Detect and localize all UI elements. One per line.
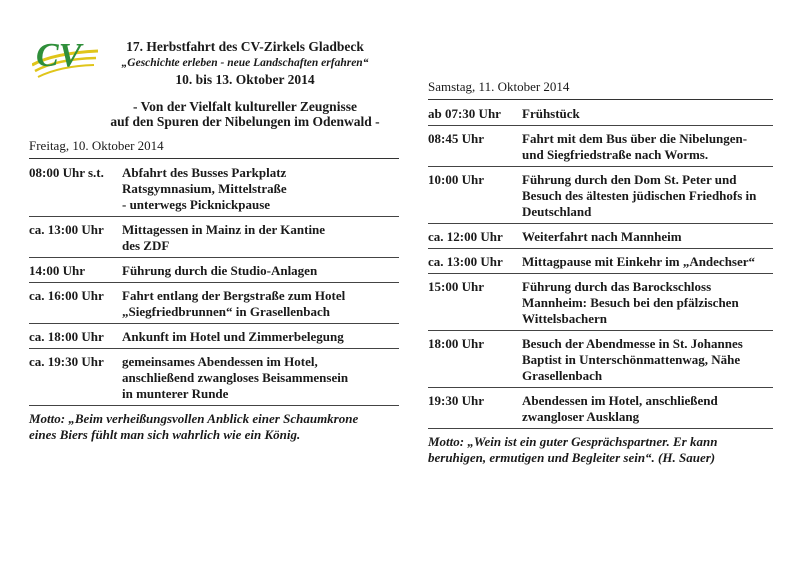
entry-time: 10:00 Uhr bbox=[428, 172, 484, 187]
event-title: 17. Herbstfahrt des CV-Zirkels Gladbeck bbox=[126, 39, 364, 54]
entry-text: Mannheim: Besuch bei den pfälzischen bbox=[522, 295, 739, 310]
entry-time: 08:00 Uhr s.t. bbox=[29, 165, 104, 180]
theme-line-1: - Von der Vielfalt kultureller Zeugnisse bbox=[133, 99, 357, 114]
divider bbox=[428, 223, 773, 224]
entry-time: 15:00 Uhr bbox=[428, 279, 484, 294]
motto-line: Motto: „Wein ist ein guter Gesprächspartner. Er kann bbox=[428, 434, 718, 449]
entry-text: Mittagpause mit Einkehr im „Andechser“ bbox=[522, 254, 756, 269]
entry-text: anschließend zwangloses Beisammensein bbox=[122, 370, 349, 385]
friday-schedule bbox=[29, 137, 399, 443]
saturday-schedule bbox=[428, 78, 773, 466]
schedule-entry bbox=[29, 288, 399, 320]
event-dates: 10. bis 13. Oktober 2014 bbox=[175, 72, 315, 87]
schedule-entry bbox=[428, 254, 773, 270]
entry-text: Führung durch die Studio-Anlagen bbox=[122, 263, 318, 278]
entry-time: ca. 19:30 Uhr bbox=[29, 354, 104, 369]
motto-line: Motto: „Beim verheißungsvollen Anblick einer Schaumkrone bbox=[29, 411, 359, 426]
entry-text: des ZDF bbox=[122, 238, 170, 253]
schedule-entry bbox=[428, 336, 773, 384]
entry-text: Baptist in Unterschönmattenwag, Nähe bbox=[522, 352, 741, 367]
friday-title: Freitag, 10. Oktober 2014 bbox=[29, 137, 399, 159]
schedule-entry bbox=[428, 131, 773, 163]
header bbox=[100, 39, 390, 89]
schedule-entry bbox=[29, 165, 399, 213]
entry-text: Mittagessen in Mainz in der Kantine bbox=[122, 222, 326, 237]
entry-time: ca. 16:00 Uhr bbox=[29, 288, 104, 303]
cv-logo bbox=[32, 38, 98, 78]
entry-text: Wittelsbachern bbox=[522, 311, 607, 326]
saturday-title: Samstag, 11. Oktober 2014 bbox=[428, 78, 773, 100]
entry-time: ca. 13:00 Uhr bbox=[428, 254, 503, 269]
schedule-entry bbox=[428, 172, 773, 220]
schedule-entry bbox=[29, 222, 399, 254]
divider bbox=[29, 216, 399, 217]
entry-time: ca. 12:00 Uhr bbox=[428, 229, 503, 244]
divider bbox=[428, 166, 773, 167]
schedule-entry bbox=[428, 279, 773, 327]
entry-text: Abendessen im Hotel, anschließend bbox=[522, 393, 718, 408]
entry-time: 18:00 Uhr bbox=[428, 336, 484, 351]
divider bbox=[428, 330, 773, 331]
entry-text: Führung durch den Dom St. Peter und bbox=[522, 172, 737, 187]
schedule-entry bbox=[29, 354, 399, 402]
entry-text: - unterwegs Picknickpause bbox=[122, 197, 271, 212]
entry-text: Führung durch das Barockschloss bbox=[522, 279, 712, 294]
motto-line: eines Biers fühlt man sich wahrlich wie ein König. bbox=[29, 427, 301, 442]
entry-text: Weiterfahrt nach Mannheim bbox=[522, 229, 682, 244]
entry-text: Ratsgymnasium, Mittelstraße bbox=[122, 181, 287, 196]
divider bbox=[428, 428, 773, 429]
schedule-entry bbox=[29, 263, 399, 279]
schedule-entry bbox=[29, 329, 399, 345]
entry-time: 08:45 Uhr bbox=[428, 131, 484, 146]
entry-text: „Siegfriedbrunnen“ in Grasellenbach bbox=[122, 304, 331, 319]
entry-text: Abfahrt des Busses Parkplatz bbox=[122, 165, 287, 180]
entry-text: Besuch der Abendmesse in St. Johannes bbox=[522, 336, 743, 351]
saturday-motto bbox=[428, 434, 773, 466]
entry-text: Deutschland bbox=[522, 204, 592, 219]
schedule-entry bbox=[428, 229, 773, 245]
entry-text: Ankunft im Hotel und Zimmerbelegung bbox=[122, 329, 344, 344]
theme-line-2: auf den Spuren der Nibelungen im Odenwald - bbox=[110, 114, 380, 129]
entry-text: gemeinsames Abendessen im Hotel, bbox=[122, 354, 318, 369]
divider bbox=[29, 405, 399, 406]
entry-time: 19:30 Uhr bbox=[428, 393, 484, 408]
entry-time: ab 07:30 Uhr bbox=[428, 106, 501, 121]
divider bbox=[428, 125, 773, 126]
entry-text: Fahrt entlang der Bergstraße zum Hotel bbox=[122, 288, 346, 303]
divider bbox=[428, 387, 773, 388]
divider bbox=[29, 257, 399, 258]
divider bbox=[29, 282, 399, 283]
entry-text: Besuch des ältesten jüdischen Friedhofs in bbox=[522, 188, 757, 203]
logo-text: CV bbox=[36, 38, 82, 74]
divider bbox=[428, 248, 773, 249]
schedule-entry bbox=[428, 106, 773, 122]
entry-text: Fahrt mit dem Bus über die Nibelungen- bbox=[522, 131, 748, 146]
motto-line: beruhigen, ermutigen und Begleiter sein“. (H. Sauer) bbox=[428, 450, 716, 465]
entry-text: und Siegfriedstraße nach Worms. bbox=[522, 147, 709, 162]
friday-motto bbox=[29, 411, 399, 443]
event-theme bbox=[60, 99, 430, 129]
entry-text: Grasellenbach bbox=[522, 368, 603, 383]
entry-time: ca. 13:00 Uhr bbox=[29, 222, 104, 237]
divider bbox=[29, 348, 399, 349]
event-subtitle: „Geschichte erleben - neue Landschaften erfahren“ bbox=[121, 57, 369, 69]
entry-text: in munterer Runde bbox=[122, 386, 229, 401]
entry-time: 14:00 Uhr bbox=[29, 263, 85, 278]
divider bbox=[29, 323, 399, 324]
entry-text: zwangloser Ausklang bbox=[522, 409, 640, 424]
schedule-entry bbox=[428, 393, 773, 425]
entry-time: ca. 18:00 Uhr bbox=[29, 329, 104, 344]
divider bbox=[428, 273, 773, 274]
entry-text: Frühstück bbox=[522, 106, 580, 121]
